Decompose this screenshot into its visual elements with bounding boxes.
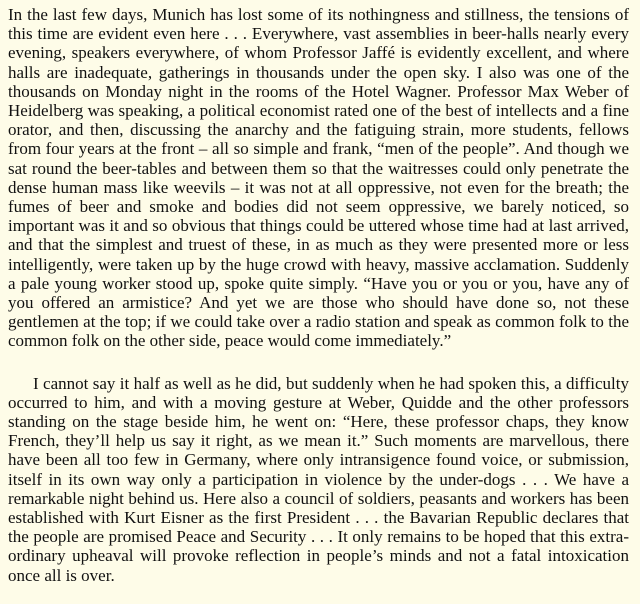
paragraph-1: In the last few days, Munich has lost some of its nothingness and stillness, the tensions of this time are evident even here . . . Everywhere, vast assemblies in beer-halls nearly every evening, speakers everywhere, of whom Professor Jaffé is evidently excellent, and where halls are inadequate, gatherings in thousands under the open sky. I also was one of the thousands on Monday night in the rooms of the Hotel Wagner. Professor Max Weber of Heidelberg was speaking, a political economist rated one of the best of intellects and a fine orator, and then, discussing the anarchy and the fatiguing strain, more students, fellows from four years at the front – all so simple and frank, “men of the people”. And though we sat round the beer-tables and between them so that the waitresses could only penetrate the dense human mass like weevils – it was not at all oppressive, not even for the breath; the fumes of beer and smoke and bodies did not seem oppressive, we barely noticed, so important was it and so obvious that things could be uttered whose time had at last arrived, and that the simplest and truest of these, in as much as they were presented more or less intelligently, were taken up by the huge crowd with heavy, massive acclamation. Suddenly a pale young worker stood up, spoke quite simply. “Have you or you or you, have any of you offered an armistice? And yet we are those who should have done so, not these gentlemen at the top; if we could take over a radio station and speak as common folk to the common folk on the other side, peace would come immediately.”: [8, 5, 629, 351]
paragraph-2: I cannot say it half as well as he did, but suddenly when he had spoken this, a difficulty occurred to him, and with a moving gesture at Weber, Quidde and the other professors standing on the stage beside him, he went on: “Here, these professor chaps, they know French, they’ll help us say it right, as we mean it.” Such moments are marvellous, there have been all too few in Germany, where only intransigence found voice, or submission, itself in its own way only a participation in violence by the under-dogs . . . We have a remarkable night behind us. Here also a council of soldiers, peasants and workers has been established with Kurt Eisner as the first President . . . the Bavarian Republic declares that the people are promised Peace and Security . . . It only remains to be hoped that this extra-ordinary upheaval will provoke reflection in people’s minds and not a fatal intoxication once all is over.: [8, 373, 629, 585]
